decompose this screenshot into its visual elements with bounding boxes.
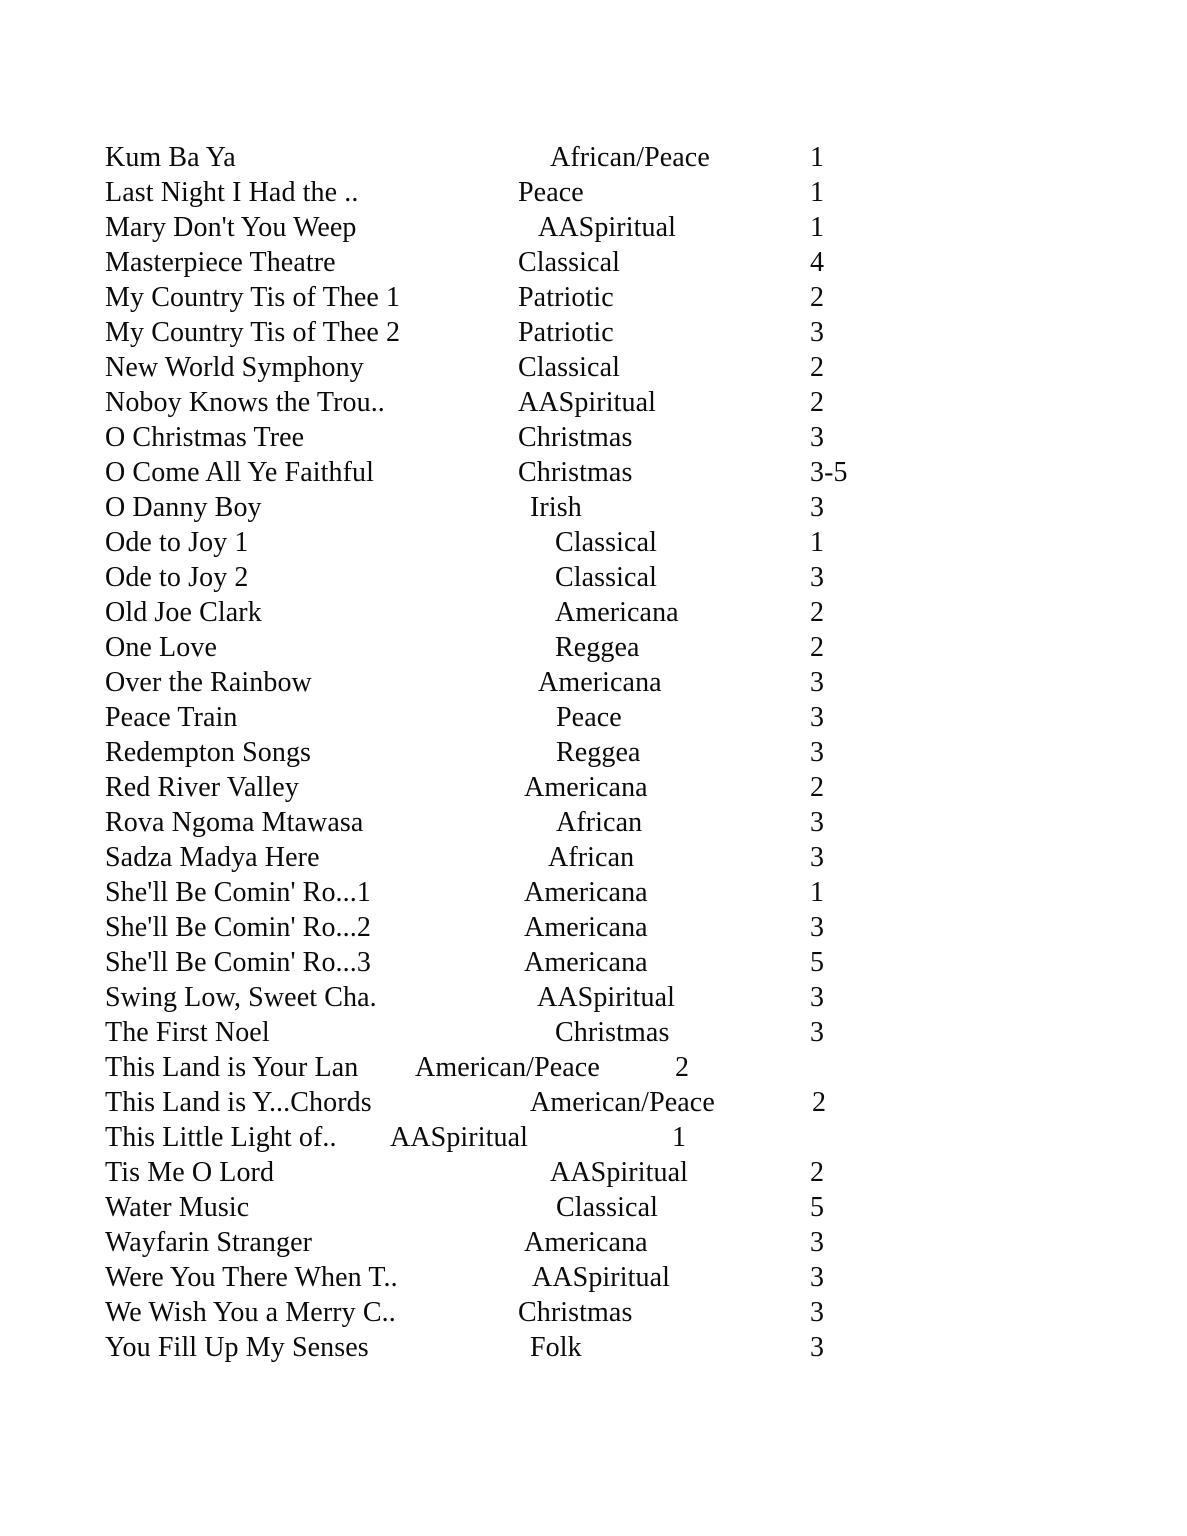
song-title: My Country Tis of Thee 1 xyxy=(105,282,401,313)
song-genre: AASpiritual xyxy=(538,212,676,243)
song-genre: AASpiritual xyxy=(550,1157,688,1188)
song-level: 3 xyxy=(810,1227,825,1258)
table-row xyxy=(0,350,1187,385)
song-level: 2 xyxy=(810,352,825,383)
song-level: 3 xyxy=(810,807,825,838)
song-title: Rova Ngoma Mtawasa xyxy=(105,807,364,838)
table-row xyxy=(0,770,1187,805)
table-row xyxy=(0,175,1187,210)
song-level: 2 xyxy=(810,772,825,803)
song-genre: Americana xyxy=(524,912,648,943)
song-genre: Reggea xyxy=(556,737,641,768)
table-row xyxy=(0,420,1187,455)
song-title: Tis Me O Lord xyxy=(105,1157,275,1188)
song-title: O Danny Boy xyxy=(105,492,262,523)
table-row xyxy=(0,735,1187,770)
song-genre: Reggea xyxy=(555,632,640,663)
song-title: This Little Light of.. xyxy=(105,1122,337,1153)
song-title: O Come All Ye Faithful xyxy=(105,457,375,488)
song-genre: Christmas xyxy=(518,422,633,453)
song-title: O Christmas Tree xyxy=(105,422,305,453)
song-title: Redempton Songs xyxy=(105,737,312,768)
table-row xyxy=(0,140,1187,175)
song-level: 1 xyxy=(810,142,825,173)
song-genre: American/Peace xyxy=(530,1087,715,1118)
song-level: 2 xyxy=(810,632,825,663)
song-genre: Classical xyxy=(556,1192,658,1223)
song-level: 1 xyxy=(810,177,825,208)
song-level: 2 xyxy=(812,1087,827,1118)
song-title: One Love xyxy=(105,632,217,663)
song-title: Peace Train xyxy=(105,702,238,733)
song-genre: Peace xyxy=(518,177,584,208)
song-level: 1 xyxy=(810,527,825,558)
table-row xyxy=(0,1120,1187,1155)
song-genre: African/Peace xyxy=(550,142,710,173)
song-level: 3 xyxy=(810,1017,825,1048)
table-row xyxy=(0,665,1187,700)
table-row xyxy=(0,315,1187,350)
song-title: She'll Be Comin' Ro...3 xyxy=(105,947,371,978)
song-title: Kum Ba Ya xyxy=(105,142,236,173)
song-genre: Americana xyxy=(524,1227,648,1258)
song-title: Old Joe Clark xyxy=(105,597,262,628)
song-title: Over the Rainbow xyxy=(105,667,312,698)
song-title: The First Noel xyxy=(105,1017,270,1048)
table-row xyxy=(0,280,1187,315)
song-level: 1 xyxy=(672,1122,687,1153)
table-row xyxy=(0,245,1187,280)
song-genre: Americana xyxy=(524,947,648,978)
song-level: 3 xyxy=(810,982,825,1013)
table-row xyxy=(0,525,1187,560)
song-genre: African xyxy=(548,842,635,873)
song-title: Ode to Joy 2 xyxy=(105,562,249,593)
song-title: New World Symphony xyxy=(105,352,364,383)
song-level: 3 xyxy=(810,842,825,873)
song-title: This Land is Y...Chords xyxy=(105,1087,372,1118)
table-row xyxy=(0,840,1187,875)
song-level: 3 xyxy=(810,667,825,698)
song-genre: AASpiritual xyxy=(537,982,675,1013)
song-title: Mary Don't You Weep xyxy=(105,212,357,243)
table-row xyxy=(0,1190,1187,1225)
table-row xyxy=(0,455,1187,490)
song-genre: Classical xyxy=(555,527,657,558)
song-level: 1 xyxy=(810,877,825,908)
song-genre: Christmas xyxy=(555,1017,670,1048)
song-level: 3-5 xyxy=(810,457,848,488)
table-row xyxy=(0,945,1187,980)
song-level: 3 xyxy=(810,1332,825,1363)
table-row xyxy=(0,490,1187,525)
song-level: 2 xyxy=(810,597,825,628)
table-row xyxy=(0,980,1187,1015)
table-row xyxy=(0,595,1187,630)
table-row xyxy=(0,875,1187,910)
song-level: 2 xyxy=(810,387,825,418)
song-title: My Country Tis of Thee 2 xyxy=(105,317,401,348)
song-title: Ode to Joy 1 xyxy=(105,527,249,558)
table-row xyxy=(0,910,1187,945)
song-level: 3 xyxy=(810,422,825,453)
song-genre: AASpiritual xyxy=(532,1262,670,1293)
song-level: 3 xyxy=(810,912,825,943)
song-level: 3 xyxy=(810,702,825,733)
table-row xyxy=(0,210,1187,245)
song-title: Red River Valley xyxy=(105,772,299,803)
song-title: Last Night I Had the .. xyxy=(105,177,359,208)
song-level: 4 xyxy=(810,247,825,278)
table-row xyxy=(0,1085,1187,1120)
song-level: 2 xyxy=(675,1052,690,1083)
song-title: She'll Be Comin' Ro...2 xyxy=(105,912,371,943)
song-level: 3 xyxy=(810,317,825,348)
song-genre: AASpiritual xyxy=(518,387,656,418)
song-genre: Peace xyxy=(556,702,622,733)
song-genre: American/Peace xyxy=(415,1052,600,1083)
song-level: 3 xyxy=(810,737,825,768)
table-row xyxy=(0,1225,1187,1260)
song-genre: Classical xyxy=(518,247,620,278)
song-genre: Americana xyxy=(524,877,648,908)
table-row xyxy=(0,630,1187,665)
song-title: Wayfarin Stranger xyxy=(105,1227,313,1258)
table-row xyxy=(0,1050,1187,1085)
song-title: Were You There When T.. xyxy=(105,1262,398,1293)
song-level: 3 xyxy=(810,1297,825,1328)
table-row xyxy=(0,1015,1187,1050)
song-title: Masterpiece Theatre xyxy=(105,247,336,278)
song-level: 1 xyxy=(810,212,825,243)
table-row xyxy=(0,1155,1187,1190)
song-genre: Christmas xyxy=(518,457,633,488)
song-title: Water Music xyxy=(105,1192,250,1223)
song-genre: Patriotic xyxy=(518,317,614,348)
song-genre: Christmas xyxy=(518,1297,633,1328)
song-title: This Land is Your Lan xyxy=(105,1052,359,1083)
song-level: 3 xyxy=(810,562,825,593)
table-row xyxy=(0,700,1187,735)
song-genre: Classical xyxy=(518,352,620,383)
song-title: Sadza Madya Here xyxy=(105,842,320,873)
song-genre: AASpiritual xyxy=(390,1122,528,1153)
table-row xyxy=(0,385,1187,420)
song-genre: Patriotic xyxy=(518,282,614,313)
song-level: 3 xyxy=(810,492,825,523)
song-title: She'll Be Comin' Ro...1 xyxy=(105,877,371,908)
table-row xyxy=(0,1295,1187,1330)
table-row xyxy=(0,805,1187,840)
song-level: 2 xyxy=(810,282,825,313)
song-level: 5 xyxy=(810,947,825,978)
song-title: Noboy Knows the Trou.. xyxy=(105,387,385,418)
table-row xyxy=(0,1260,1187,1295)
song-title: You Fill Up My Senses xyxy=(105,1332,369,1363)
song-level: 5 xyxy=(810,1192,825,1223)
table-row xyxy=(0,560,1187,595)
song-title: Swing Low, Sweet Cha. xyxy=(105,982,377,1013)
song-genre: Folk xyxy=(530,1332,582,1363)
song-genre: Irish xyxy=(530,492,582,523)
song-genre: Americana xyxy=(538,667,662,698)
table-row xyxy=(0,1330,1187,1365)
song-level: 2 xyxy=(810,1157,825,1188)
song-genre: Americana xyxy=(524,772,648,803)
song-level: 3 xyxy=(810,1262,825,1293)
song-genre: African xyxy=(556,807,643,838)
song-genre: Americana xyxy=(555,597,679,628)
song-title: We Wish You a Merry C.. xyxy=(105,1297,396,1328)
song-genre: Classical xyxy=(555,562,657,593)
